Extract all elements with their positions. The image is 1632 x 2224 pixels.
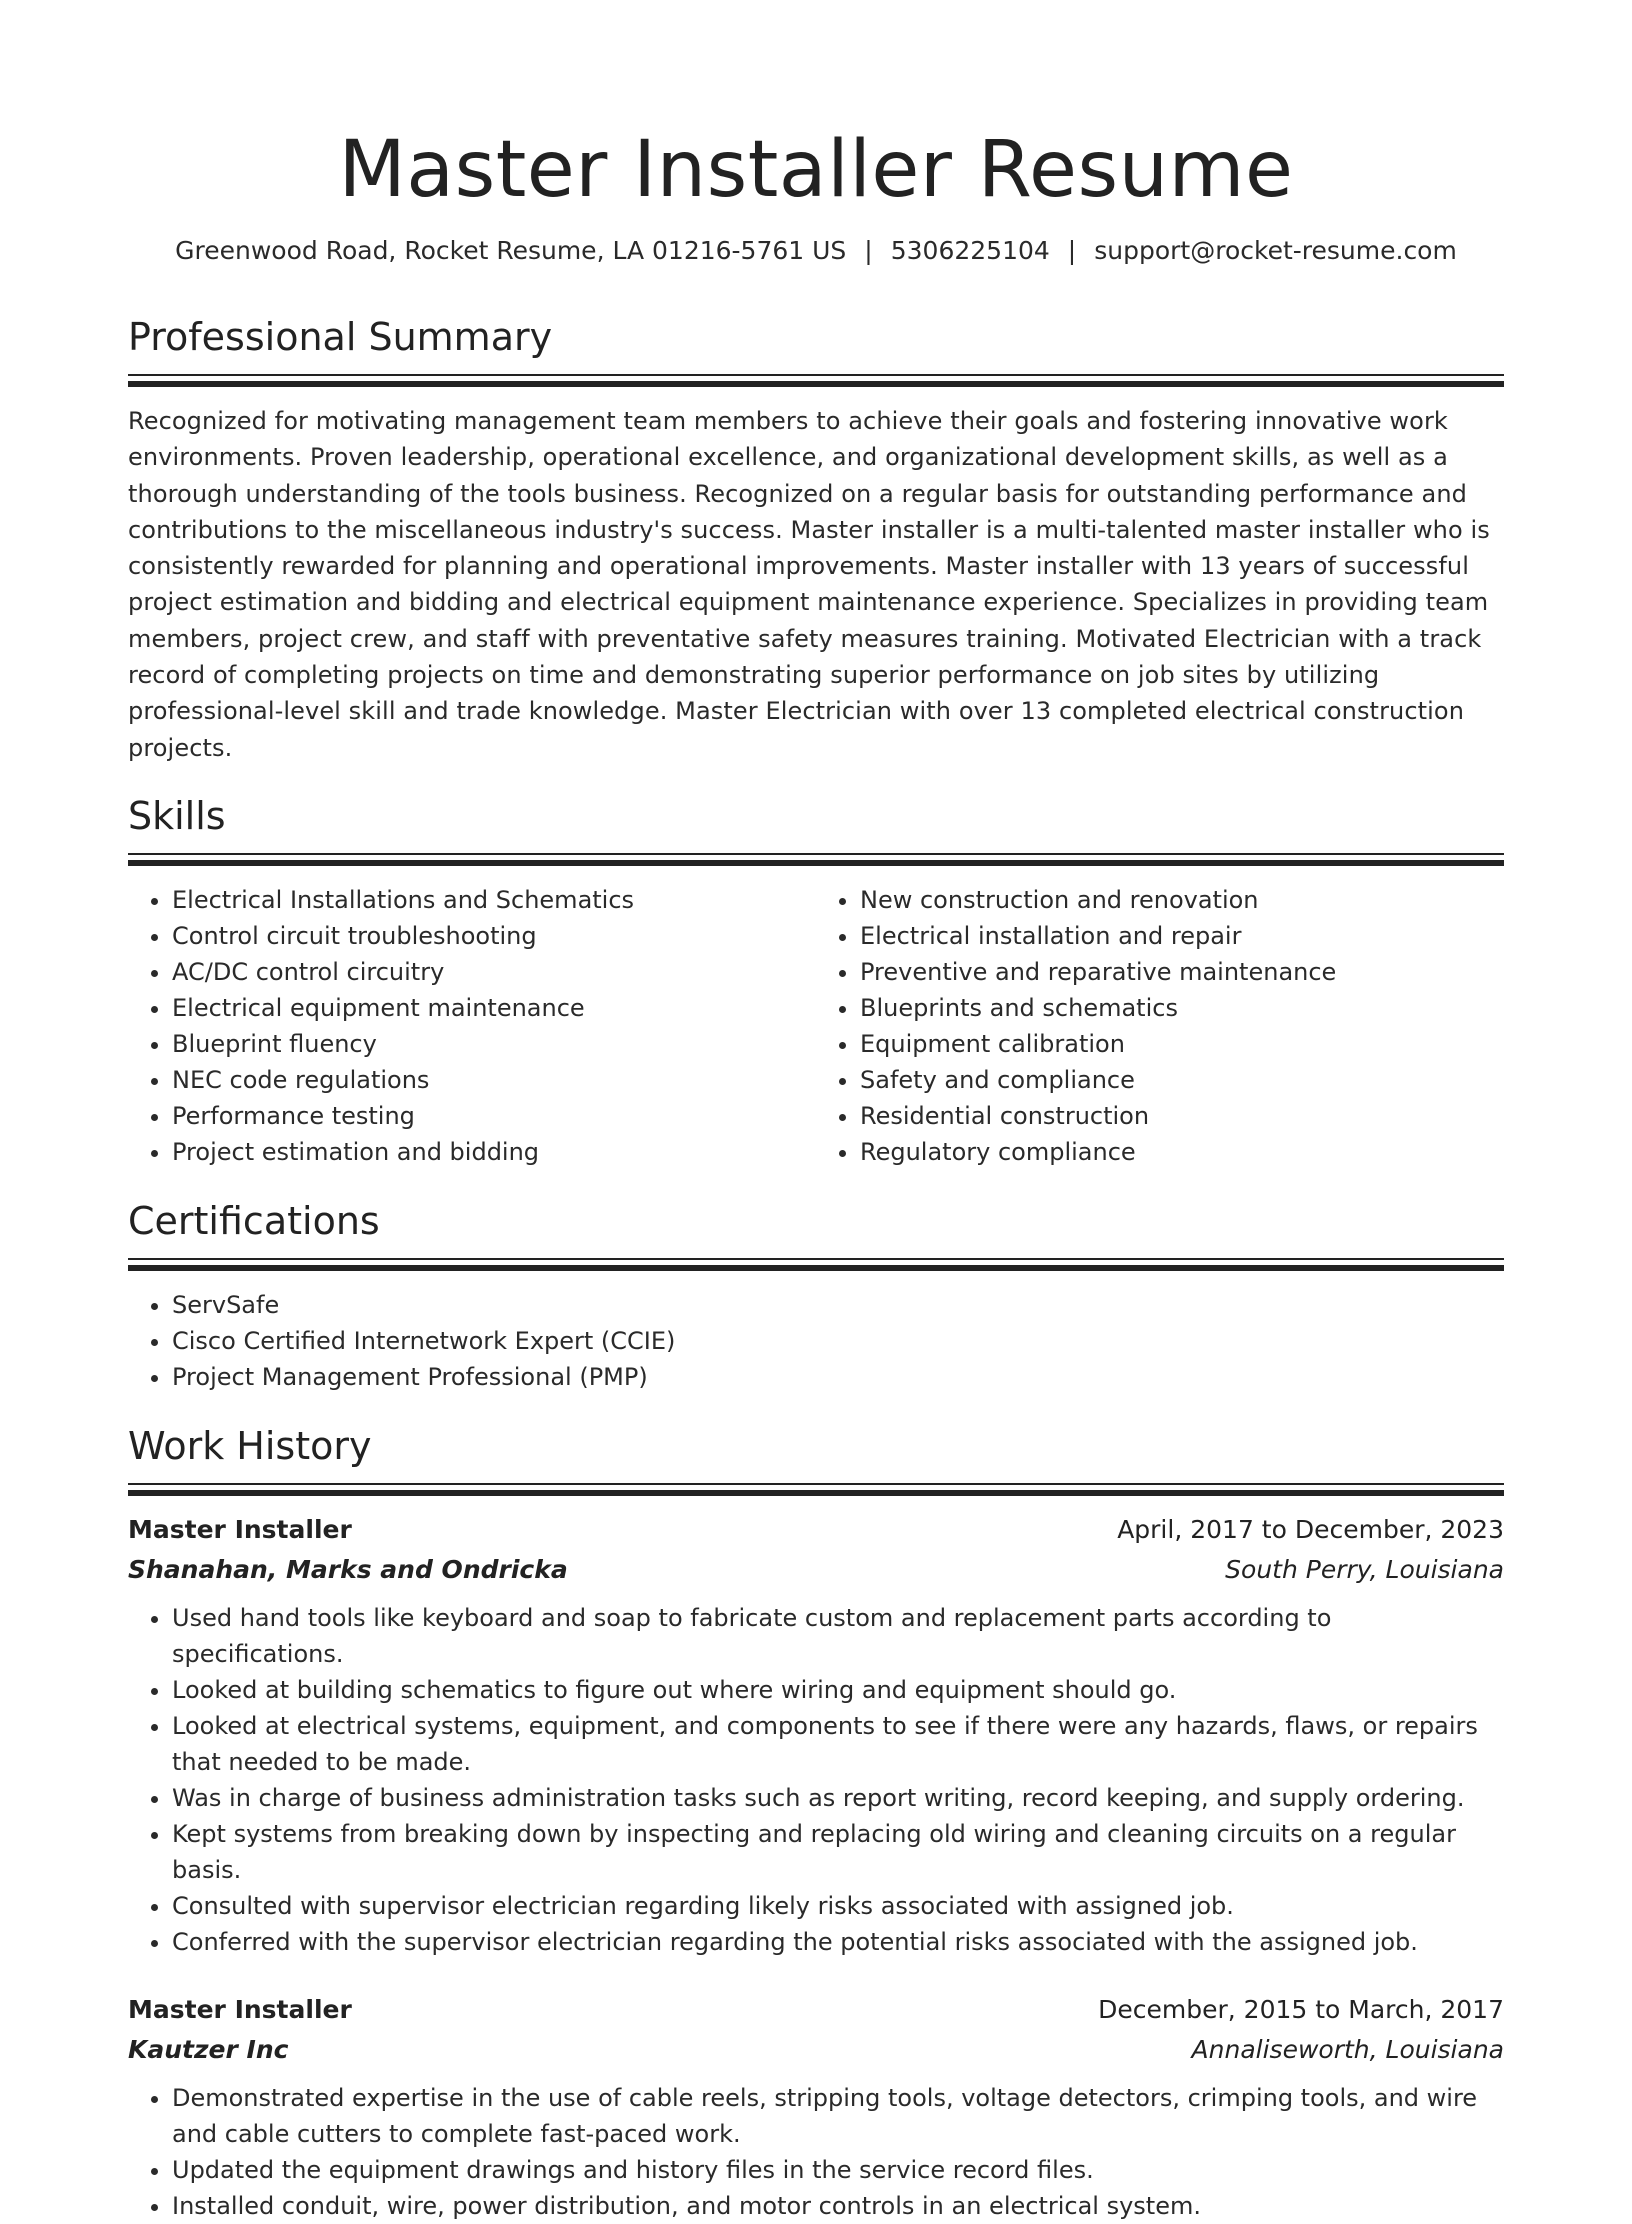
summary-section <box>128 312 1504 766</box>
skill-item: • New construction and renovation <box>860 882 1504 918</box>
skills-section <box>128 791 1504 1170</box>
skill-item: • Performance testing <box>172 1098 816 1134</box>
job-bullet-list <box>128 2080 1504 2224</box>
job-bullet: • Demonstrated expertise in the use of cable reels, stripping tools, voltage detectors, crimping tools, and wire and cable cutters to complete fast-paced work. <box>172 2080 1504 2152</box>
resume-page <box>128 120 1504 2224</box>
job-bullet-list <box>128 1600 1504 1960</box>
job-header <box>128 1990 1504 2030</box>
job-location: South Perry, Louisiana <box>1225 1554 1504 1584</box>
job-company: Kautzer Inc <box>128 2034 289 2064</box>
skill-item: • Electrical equipment maintenance <box>172 990 816 1026</box>
work-history-section <box>128 1421 1504 2224</box>
certifications-heading: Certifications <box>128 1198 380 1243</box>
job-location: Annaliseworth, Louisiana <box>1191 2034 1504 2064</box>
job-title: Master Installer <box>128 1514 352 1544</box>
section-rule-thick <box>128 1490 1504 1496</box>
skill-item: • Blueprint fluency <box>172 1026 816 1062</box>
certification-item: • Cisco Certified Internetwork Expert (CCIE) <box>172 1323 1504 1359</box>
section-rule-thick <box>128 860 1504 866</box>
job-bullet: • Kept systems from breaking down by inspecting and replacing old wiring and cleaning circuits on a regular basis. <box>172 1816 1504 1888</box>
skill-item: • Project estimation and bidding <box>172 1134 816 1170</box>
resume-title: Master Installer Resume <box>338 125 1294 215</box>
skill-item: • Residential construction <box>860 1098 1504 1134</box>
job-subheader <box>128 1550 1504 1590</box>
job-entry <box>128 1510 1504 1960</box>
work-history-heading: Work History <box>128 1423 372 1468</box>
job-bullet: • Was in charge of business administration tasks such as report writing, record keeping, and supply ordering. <box>172 1780 1504 1816</box>
section-rule-thick <box>128 1265 1504 1271</box>
section-rule-thin <box>128 853 1504 855</box>
job-dates: April, 2017 to December, 2023 <box>1117 1514 1504 1544</box>
summary-text: Recognized for motivating management team members to achieve their goals and fostering innovative work environments. Proven leadership, operational excellence, and organizational development skills, as well as a thorough understanding of the tools business. Recognized on a regular basis for outstanding performance and contributions to the miscellaneous industry's success. Master installer is a multi-talented master installer who is consistently rewarded for planning and operational improvements. Master installer with 13 years of successful project estimation and bidding and electrical equipment maintenance experience. Specializes in providing team members, project crew, and staff with preventative safety measures training. Motivated Electrician with a track record of completing projects on time and demonstrating superior performance on job sites by utilizing professional-level skill and trade knowledge. Master Electrician with over 13 completed electrical construction projects. <box>128 407 1490 762</box>
skill-item: • Equipment calibration <box>860 1026 1504 1062</box>
skill-item: • Regulatory compliance <box>860 1134 1504 1170</box>
job-title: Master Installer <box>128 1994 352 2024</box>
certifications-section <box>128 1196 1504 1395</box>
skill-item: • NEC code regulations <box>172 1062 816 1098</box>
address: Greenwood Road, Rocket Resume, LA 01216-5761 US <box>175 236 847 265</box>
section-rule-thin <box>128 374 1504 376</box>
skill-item: • Safety and compliance <box>860 1062 1504 1098</box>
job-bullet: • Looked at electrical systems, equipment, and components to see if there were any hazards, flaws, or repairs that needed to be made. <box>172 1708 1504 1780</box>
job-company: Shanahan, Marks and Ondricka <box>128 1554 568 1584</box>
certification-item: • Project Management Professional (PMP) <box>172 1359 1504 1395</box>
skills-list-left <box>128 882 816 1170</box>
skills-list-right <box>816 882 1504 1170</box>
contact-line <box>128 234 1504 268</box>
email: support@rocket-resume.com <box>1094 236 1457 265</box>
skill-item: • Blueprints and schematics <box>860 990 1504 1026</box>
section-rule-thick <box>128 381 1504 387</box>
phone: 5306225104 <box>890 236 1050 265</box>
job-bullet: • Looked at building schematics to figure out where wiring and equipment should go. <box>172 1672 1504 1708</box>
skill-item: • Electrical Installations and Schematics <box>172 882 816 918</box>
job-bullet: • Installed conduit, wire, power distribution, and motor controls in an electrical system. <box>172 2188 1504 2224</box>
summary-heading: Professional Summary <box>128 315 553 359</box>
job-subheader <box>128 2030 1504 2070</box>
skills-heading: Skills <box>128 793 226 838</box>
skill-item: • Preventive and reparative maintenance <box>860 954 1504 990</box>
job-bullet: • Conferred with the supervisor electrician regarding the potential risks associated with the assigned job. <box>172 1924 1504 1960</box>
job-dates: December, 2015 to March, 2017 <box>1098 1994 1504 2024</box>
skill-item: • Control circuit troubleshooting <box>172 918 816 954</box>
job-bullet: • Consulted with supervisor electrician regarding likely risks associated with assigned job. <box>172 1888 1504 1924</box>
job-header <box>128 1510 1504 1550</box>
skills-columns <box>128 882 1504 1170</box>
skill-item: • Electrical installation and repair <box>860 918 1504 954</box>
section-rule-thin <box>128 1258 1504 1260</box>
contact-separator: | <box>1067 236 1077 265</box>
certification-item: • ServSafe <box>172 1287 1504 1323</box>
certifications-list <box>128 1287 1504 1395</box>
job-entry <box>128 1990 1504 2224</box>
skill-item: • AC/DC control circuitry <box>172 954 816 990</box>
section-rule-thin <box>128 1483 1504 1485</box>
job-bullet: • Updated the equipment drawings and history files in the service record files. <box>172 2152 1504 2188</box>
contact-separator: | <box>864 236 873 265</box>
job-bullet: • Used hand tools like keyboard and soap to fabricate custom and replacement parts according to specifications. <box>172 1600 1504 1672</box>
